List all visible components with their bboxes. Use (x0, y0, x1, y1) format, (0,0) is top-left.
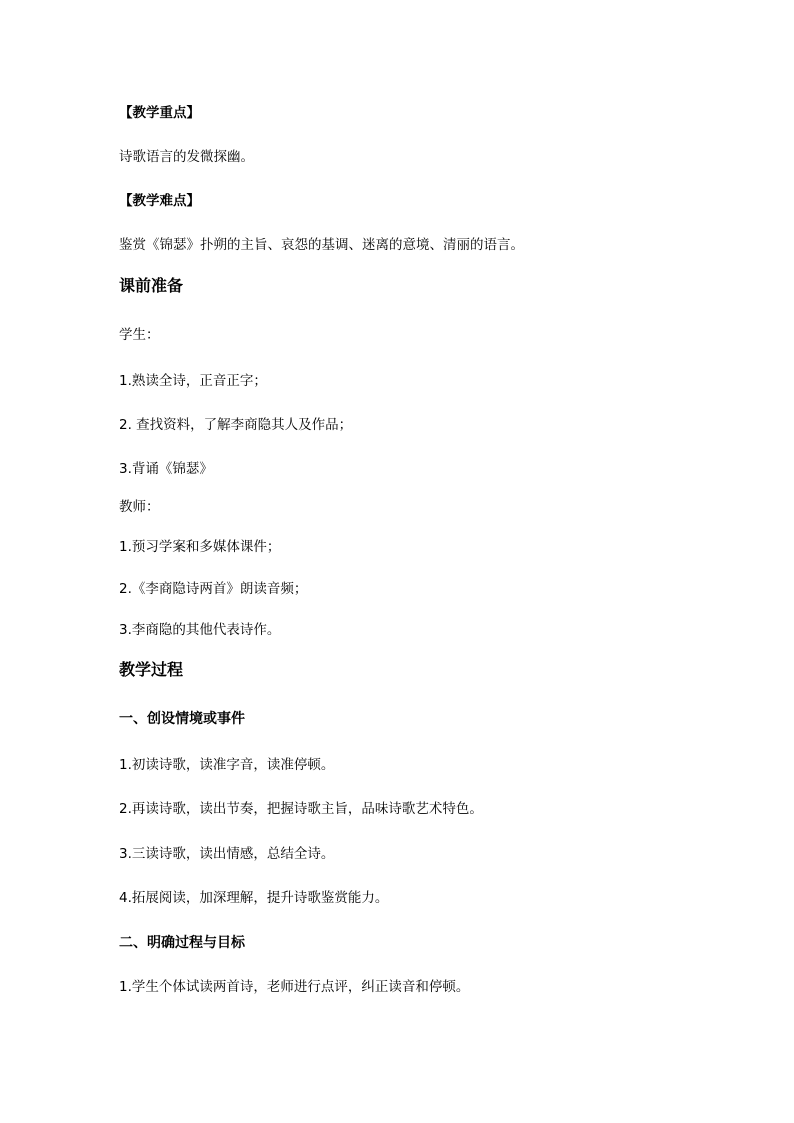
teacher-item: 3.李商隐的其他代表诗作。 (119, 622, 281, 638)
teaching-difficulty-text: 鉴赏《锦瑟》扑朔的主旨、哀怨的基调、迷离的意境、清丽的语言。 (119, 237, 524, 253)
process-subsection-title: 二、明确过程与目标 (119, 935, 245, 951)
process-item: 2.再读诗歌，读出节奏，把握诗歌主旨，品味诗歌艺术特色。 (119, 801, 483, 817)
process-item: 4.拓展阅读，加深理解，提升诗歌鉴赏能力。 (119, 890, 389, 906)
process-item: 1.学生个体试读两首诗，老师进行点评，纠正读音和停顿。 (119, 979, 470, 995)
student-item: 2. 查找资料，了解李商隐其人及作品； (119, 417, 353, 433)
student-label: 学生： (119, 327, 160, 343)
process-item: 3.三读诗歌，读出情感，总结全诗。 (119, 846, 335, 862)
process-section-title: 教学过程 (119, 660, 184, 679)
teaching-focus-text: 诗歌语言的发微探幽。 (119, 149, 254, 165)
student-item: 1.熟读全诗，正音正字； (119, 373, 267, 389)
teaching-difficulty-heading: 【教学难点】 (119, 193, 200, 209)
teacher-label: 教师： (119, 499, 160, 515)
teacher-item: 2.《李商隐诗两首》朗读音频； (119, 581, 308, 597)
process-item: 1.初读诗歌，读准字音，读准停顿。 (119, 757, 335, 773)
teaching-focus-heading: 【教学重点】 (119, 105, 200, 121)
teacher-item: 1.预习学案和多媒体课件； (119, 539, 281, 555)
student-item: 3.背诵《锦瑟》 (119, 461, 213, 477)
process-subsection-title: 一、创设情境或事件 (119, 711, 245, 727)
prep-section-title: 课前准备 (119, 276, 184, 295)
